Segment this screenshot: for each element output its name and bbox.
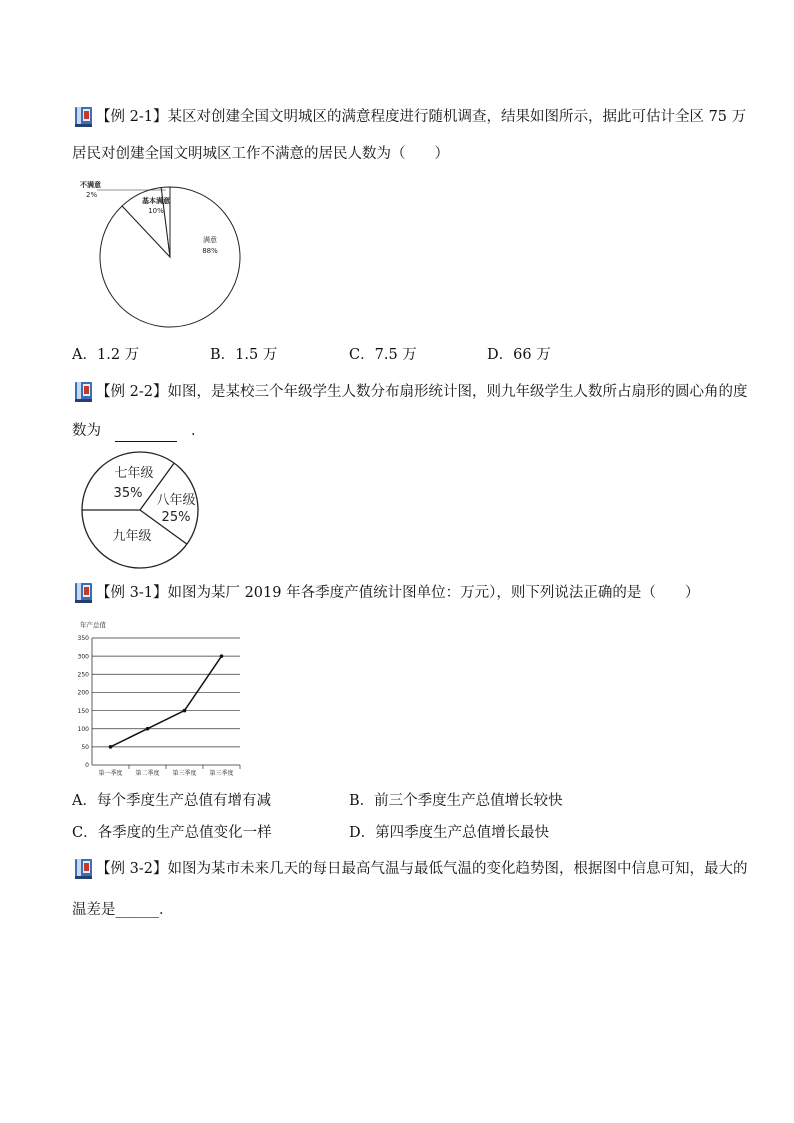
grade-pie-chart [76, 446, 206, 574]
q21-line2: 居民对创建全国文明城区工作不满意的居民人数为（ ） [72, 146, 449, 162]
y-tick-150: 150 [77, 707, 89, 715]
q32-tag: 【例 3-2】 [96, 861, 168, 877]
pie-value-satisfied: 88% [202, 247, 218, 255]
x-tick-label-1: 第二季度 [135, 770, 160, 777]
y-tick-350: 350 [77, 635, 89, 643]
book-icon [74, 858, 94, 880]
pie2-value-grade7: 35% [113, 486, 143, 501]
book-icon [74, 582, 94, 604]
pie2-label-grade9: 九年级 [112, 529, 152, 544]
q22-line2: 数为 ． [72, 421, 206, 442]
book-icon [74, 381, 94, 403]
q31-choice-d[interactable]: D．第四季度生产总值增长最快 [349, 825, 550, 841]
q21-choice-b[interactable]: B．1.5 万 [210, 347, 278, 363]
q31-text1: 如图为某厂 2019 年各季度产值统计图单位：万元），则下列说法正确的是（ ） [167, 585, 700, 601]
q22-tag: 【例 2-2】 [96, 384, 168, 400]
pie2-label-grade7: 七年级 [114, 466, 154, 481]
book-icon [74, 106, 94, 128]
data-point-1 [146, 727, 150, 731]
q31-choice-a[interactable]: A．每个季度生产总值有增有减 [72, 793, 271, 809]
q31-choice-c[interactable]: C．各季度的生产总值变化一样 [72, 825, 272, 841]
data-point-2 [183, 709, 187, 713]
x-tick-label-0: 第一季度 [98, 770, 123, 777]
data-point-3 [220, 654, 224, 658]
satisfaction-pie-chart [70, 172, 250, 332]
q21-choice-d[interactable]: D．66 万 [487, 347, 551, 363]
quarterly-line-chart [70, 616, 250, 781]
q32-line1 [96, 859, 747, 879]
line-ylabel: 年产总值 [80, 621, 106, 629]
data-point-0 [109, 745, 113, 749]
y-tick-0: 0 [85, 762, 89, 770]
q21-tag: 【例 2-1】 [96, 109, 168, 125]
y-tick-250: 250 [77, 671, 89, 679]
q31-line1 [96, 583, 699, 603]
q22-line1 [96, 382, 747, 402]
q32-line2: 温差是______． [72, 902, 174, 918]
x-tick-label-2: 第三季度 [172, 770, 197, 777]
x-tick-label-3: 第三季度 [209, 770, 234, 777]
pie2-value-grade8: 25% [161, 510, 191, 525]
y-tick-100: 100 [77, 725, 89, 733]
q31-tag: 【例 3-1】 [96, 585, 168, 601]
answer-blank[interactable] [115, 421, 177, 442]
y-tick-200: 200 [77, 689, 89, 697]
q21-line1 [96, 107, 746, 127]
q21-choice-c[interactable]: C．7.5 万 [349, 347, 417, 363]
q22-text1: 如图，是某校三个年级学生人数分布扇形统计图，则九年级学生人数所占扇形的圆心角的度 [167, 384, 748, 400]
q31-choice-b[interactable]: B．前三个季度生产总值增长较快 [349, 793, 563, 809]
q21-text1: 某区对创建全国文明城区的满意程度进行随机调查，结果如图所示，据此可估计全区 75 万 [167, 109, 747, 125]
q32-text1: 如图为某市未来几天的每日最高气温与最低气温的变化趋势图，根据图中信息可知，最大的 [167, 861, 748, 877]
pie2-label-grade8: 八年级 [156, 493, 196, 508]
series-line [111, 656, 222, 747]
y-tick-300: 300 [77, 653, 89, 661]
pie-label-basic: 基本满意 [142, 197, 170, 205]
q21-choice-a[interactable]: A．1.2 万 [72, 347, 140, 363]
y-tick-50: 50 [81, 744, 89, 752]
pie-value-basic: 10% [148, 207, 164, 215]
pie-value-unsatisfied: 2% [86, 191, 98, 199]
pie-label-satisfied: 满意 [203, 236, 217, 244]
pie-label-unsatisfied: 不满意 [80, 181, 101, 189]
